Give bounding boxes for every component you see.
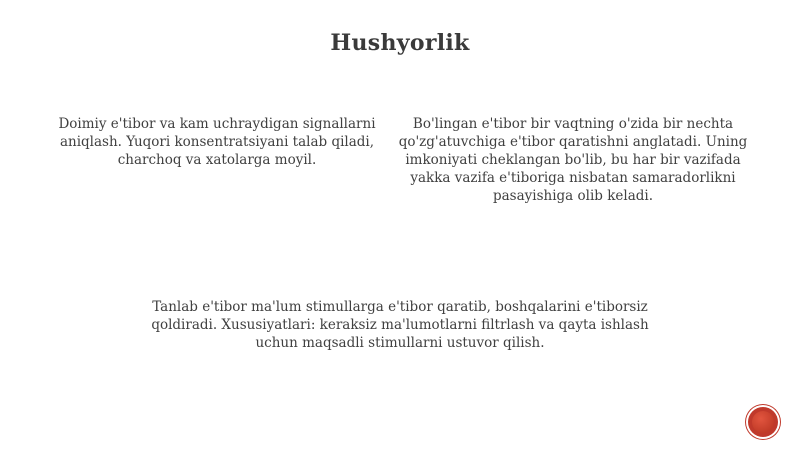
left-text-block: Doimiy e'tibor va kam uchraydigan signallarni aniqlash. Yuqori konsentratsiyani talab qiladi, charchoq va xatolarga moyil. bbox=[58, 116, 376, 168]
next-slide-circle-icon bbox=[752, 411, 774, 433]
right-text-block: Bo'lingan e'tibor bir vaqtning o'zida bir nechta qo'zg'atuvchiga e'tibor qaratishni anglatadi. Uning imkoniyati cheklangan bo'lib, bu har bir vazifada yakka vazifa e'tiboriga nisbatan samaradorlikni pasayishiga olib keladi. bbox=[398, 116, 748, 204]
slide-title: Hushyorlik bbox=[330, 30, 470, 56]
bottom-text-block: Tanlab e'tibor ma'lum stimullarga e'tibor qaratib, boshqalarini e'tiborsiz qoldiradi. Xususiyatlari: keraksiz ma'lumotlarni filtrlash va qayta ishlash uchun maqsadli stimullarni ustuvor qilish. bbox=[151, 299, 649, 351]
next-slide-button[interactable] bbox=[748, 407, 778, 437]
